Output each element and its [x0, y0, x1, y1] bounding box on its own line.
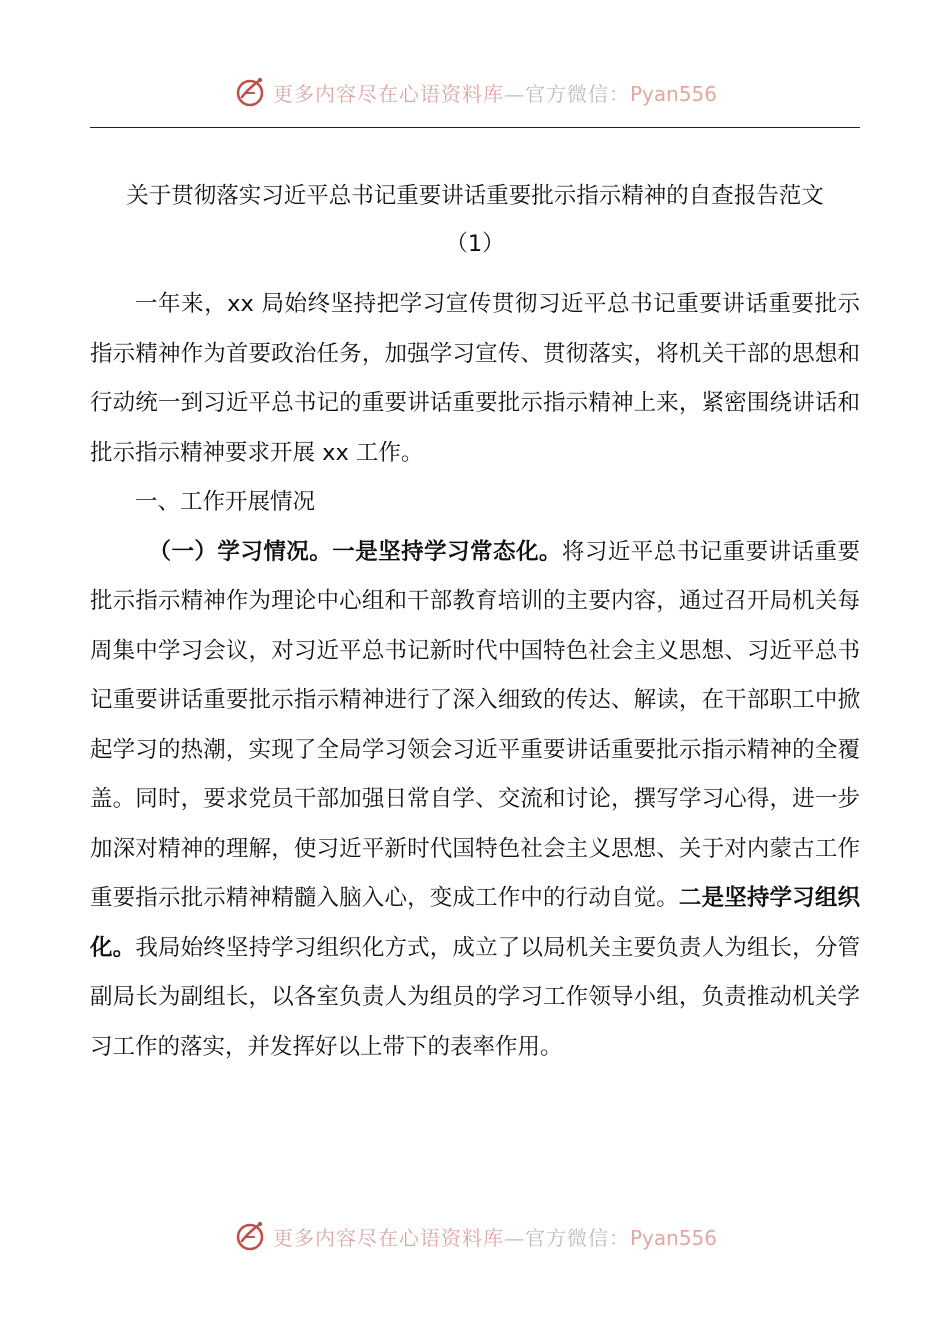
body-text-2: 我局始终坚持学习组织化方式，成立了以局机关主要负责人为组长，分管副局长为副组长，以各室负责人为组员的学习工作领导小组，负责推动机关学习工作的落实，并发挥好以上带下的表率作用。	[90, 934, 860, 1060]
bold-mid-text: 二是坚持学习组织化。	[90, 885, 860, 961]
body-text-1: 将习近平总书记重要讲话重要批示指示精神作为理论中心组和干部教育培训的主要内容，通过召开局机关每周集中学习会议，对习近平总书记新时代中国特色社会主义思想、习近平总书记重要讲话重要批示指示精神进行了深入细致的传达、解读，在干部职工中掀起学习的热潮，实现了全局学习领会习近平重要讲话重要批示指示精神的全覆盖。同时，要求党员干部加强日常自学、交流和讨论，撰写学习心得，进一步加深对精神的理解，使习近平新时代国特色社会主义思想、关于对内蒙古工作重要指示批示精神精髓入脑入心，变成工作中的行动自觉。	[90, 538, 860, 911]
section-heading: 一、工作开展情况	[135, 489, 316, 515]
intro-paragraph: 一年来，xx 局始终坚持把学习宣传贯彻习近平总书记重要讲话重要批示指示精神作为首要政治任务，加强学习宣传、贯彻落实，将机关干部的思想和行动统一到习近平总书记的重要讲话重要批示指示精神上来，紧密围绕讲话和批示指示精神要求开展 xx 工作。	[90, 291, 860, 466]
title-line-2: （1）	[445, 231, 505, 257]
watermark-text: 更多内容尽在心语资料库—官方微信：Pyan556	[272, 1225, 717, 1250]
header-watermark	[0, 72, 950, 112]
document-body	[90, 280, 860, 1072]
watermark-text: 更多内容尽在心语资料库—官方微信：Pyan556	[272, 81, 717, 106]
document-title	[90, 172, 860, 268]
title-line-1: 关于贯彻落实习近平总书记重要讲话重要批示指示精神的自查报告范文	[126, 183, 824, 209]
brush-logo-icon	[233, 1218, 269, 1254]
footer-watermark	[0, 1216, 950, 1256]
study-paragraph	[90, 528, 860, 1073]
bold-lead-text: （一）学习情况。一是坚持学习常态化。	[148, 538, 562, 565]
header-divider	[90, 127, 860, 128]
brush-logo-icon	[233, 74, 269, 110]
